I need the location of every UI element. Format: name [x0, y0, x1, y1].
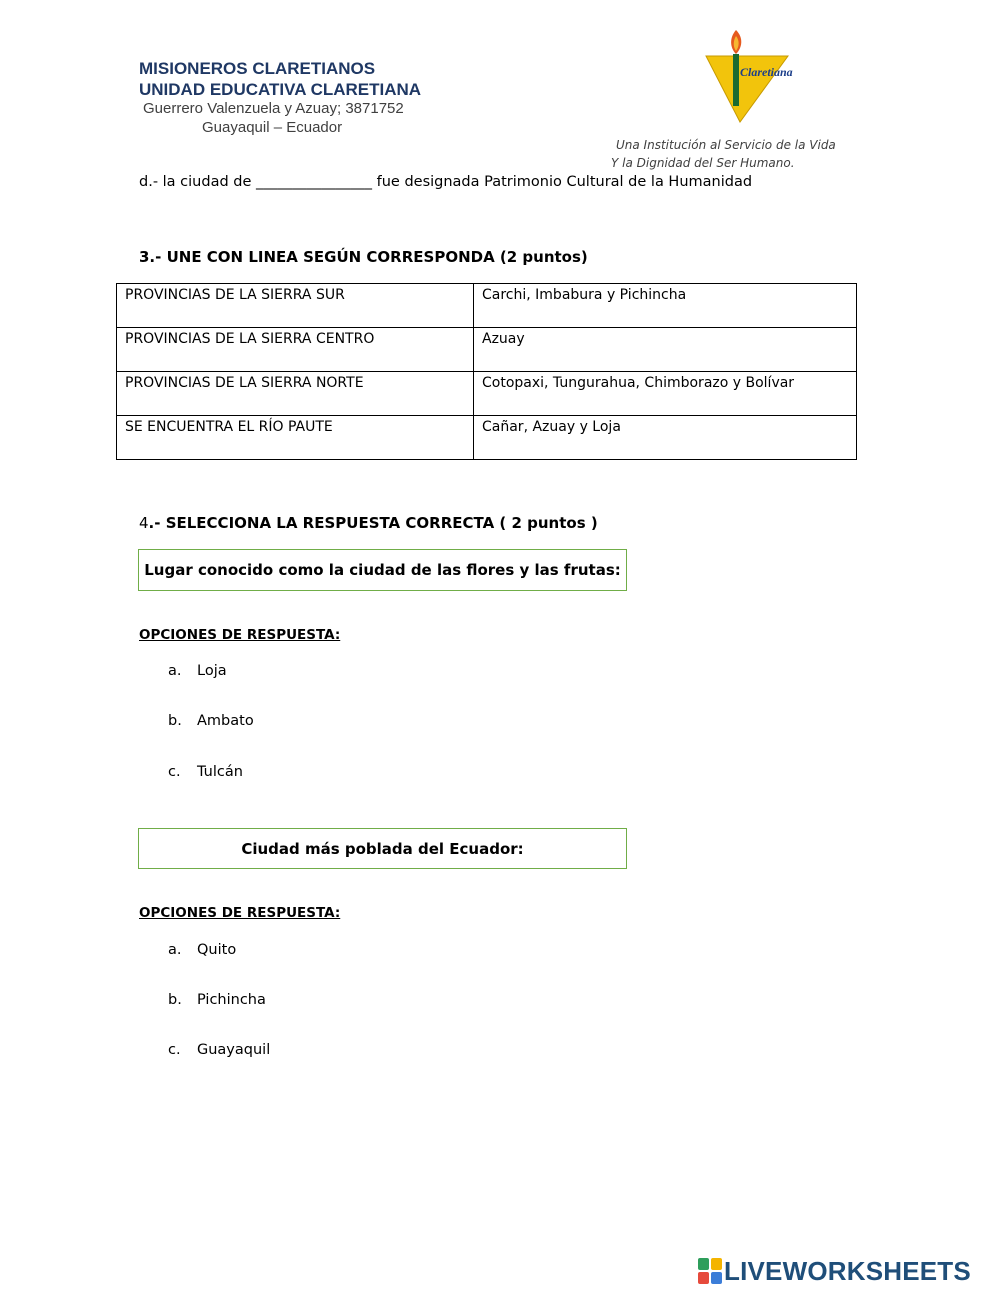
table-row	[117, 416, 857, 460]
logo-tile-red	[698, 1272, 709, 1284]
option-text: Tulcán	[197, 764, 243, 780]
logo-tile-green	[698, 1258, 709, 1270]
org-name-line1: MISIONEROS CLARETIANOS	[139, 59, 376, 78]
logo-tile-blue	[711, 1272, 722, 1284]
answer-option[interactable]	[168, 713, 254, 729]
option-letter: c.	[168, 764, 181, 780]
org-address: Guerrero Valenzuela y Azuay; 3871752	[143, 100, 404, 117]
answer-option[interactable]	[168, 663, 227, 679]
answer-option[interactable]	[168, 1042, 270, 1058]
answer-option[interactable]	[168, 992, 266, 1008]
liveworksheets-text: LIVEWORKSHEETS	[724, 1256, 971, 1286]
table-cell-right[interactable]: Cotopaxi, Tungurahua, Chimborazo y Bolívar	[474, 372, 857, 416]
table-cell-right[interactable]: Carchi, Imbabura y Pichincha	[474, 284, 857, 328]
liveworksheets-logo[interactable]	[698, 1256, 971, 1287]
section3-title: 3.- UNE CON LINEA SEGÚN CORRESPONDA (2 puntos)	[139, 248, 588, 266]
option-letter: c.	[168, 1042, 181, 1058]
table-cell-left[interactable]: PROVINCIAS DE LA SIERRA SUR	[117, 284, 474, 328]
table-cell-right[interactable]: Azuay	[474, 328, 857, 372]
option-text: Ambato	[197, 713, 254, 729]
table-cell-left[interactable]: PROVINCIAS DE LA SIERRA NORTE	[117, 372, 474, 416]
option-letter: b.	[168, 992, 182, 1008]
question-d: d.- la ciudad de ________________ fue designada Patrimonio Cultural de la Humanidad	[139, 174, 753, 190]
org-city: Guayaquil – Ecuador	[202, 119, 343, 136]
table-row	[117, 328, 857, 372]
option-text: Pichincha	[197, 992, 266, 1008]
options-title: OPCIONES DE RESPUESTA:	[139, 627, 341, 643]
logo-tile-yellow	[711, 1258, 722, 1270]
option-text: Guayaquil	[197, 1042, 271, 1058]
options-title: OPCIONES DE RESPUESTA:	[139, 905, 341, 921]
question-prompt-box: Ciudad más poblada del Ecuador:	[138, 828, 627, 869]
table-cell-left[interactable]: PROVINCIAS DE LA SIERRA CENTRO	[117, 328, 474, 372]
logo-text: Claretiana	[740, 65, 793, 79]
option-letter: a.	[168, 663, 182, 679]
section4-title	[139, 514, 598, 532]
answer-option[interactable]	[168, 764, 243, 780]
section4-title-text: .- SELECCIONA LA RESPUESTA CORRECTA ( 2 puntos )	[148, 514, 598, 532]
option-text: Quito	[197, 942, 237, 958]
option-text: Loja	[197, 663, 227, 679]
table-row	[117, 372, 857, 416]
section4-number: 4	[139, 514, 149, 532]
org-name-line2: UNIDAD EDUCATIVA CLARETIANA	[139, 80, 422, 99]
table-row	[117, 284, 857, 328]
motto-line2: Y la Dignidad del Ser Humano.	[611, 156, 795, 170]
option-letter: a.	[168, 942, 182, 958]
table-cell-right[interactable]: Cañar, Azuay y Loja	[474, 416, 857, 460]
matching-table	[116, 283, 857, 460]
school-logo	[700, 26, 810, 126]
table-cell-left[interactable]: SE ENCUENTRA EL RÍO PAUTE	[117, 416, 474, 460]
question-prompt-box: Lugar conocido como la ciudad de las flores y las frutas:	[138, 549, 627, 591]
liveworksheets-icon	[698, 1258, 724, 1286]
motto-line1: Una Institución al Servicio de la Vida	[616, 138, 836, 152]
answer-option[interactable]	[168, 942, 236, 958]
option-letter: b.	[168, 713, 182, 729]
